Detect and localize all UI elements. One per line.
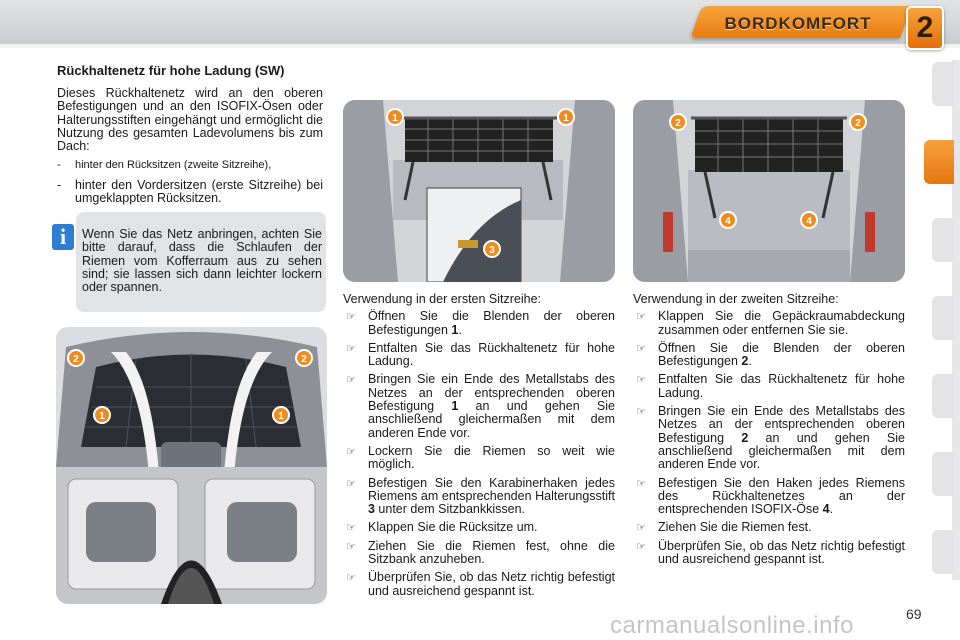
step-reference: 2 — [741, 430, 749, 445]
first-row-markers — [343, 100, 615, 282]
second-row-photo — [633, 100, 905, 282]
instruction-step — [633, 405, 905, 471]
intro-text: Dieses Rückhaltenetz wird an den oberen Befestigungen und an den ISOFIX-Ösen oder Halterungsstiften eingehängt und ermöglicht die Nutzung des gesamten Ladevolumens bis zum Dach: — [57, 86, 323, 154]
first-row-heading: Verwendung in der ersten Sitzreihe: — [343, 292, 542, 306]
marker-4: 4 — [806, 216, 812, 227]
marker-2: 2 — [301, 354, 307, 365]
step-text: Entfalten Sie das Rückhaltenetz für hohe Ladung. — [368, 340, 615, 369]
step-text: Klappen Sie die Rücksitze um. — [368, 520, 538, 535]
chapter-badge: 2 — [906, 6, 944, 50]
page-number: 69 — [906, 606, 922, 622]
watermark: carmanualsonline.info — [610, 612, 854, 639]
chapter-tab[interactable] — [932, 452, 954, 496]
second-row-steps — [633, 310, 905, 566]
marker-4: 4 — [725, 216, 731, 227]
step-reference: 1 — [451, 322, 459, 337]
marker-2: 2 — [855, 118, 861, 129]
marker-2: 2 — [675, 118, 681, 129]
position-item: - hinter den Rücksitzen (zweite Sitzreihe), — [57, 159, 323, 172]
intro-block — [57, 87, 323, 211]
instruction-step — [343, 310, 615, 337]
instruction-step — [633, 373, 905, 400]
step-text: Überprüfen Sie, ob das Netz richtig befestigt und ausreichend gespannt ist. — [658, 538, 905, 567]
step-text: . — [748, 354, 752, 369]
first-row-photo — [343, 100, 615, 282]
step-text: Ziehen Sie die Riemen fest. — [658, 520, 812, 535]
step-text: Entfalten Sie das Rückhaltenetz für hohe Ladung. — [658, 372, 905, 400]
info-icon: i — [52, 224, 74, 250]
first-row-instructions — [343, 293, 615, 603]
step-text: . — [458, 322, 462, 337]
step-text: Befestigen Sie den Karabinerhaken jedes Riemens am entsprechenden Halterungsstift — [368, 475, 615, 503]
instruction-step — [633, 310, 905, 337]
chapter-tab-active[interactable] — [924, 140, 954, 184]
instruction-step — [343, 373, 615, 439]
step-reference: 4 — [822, 502, 830, 517]
note-text: Wenn Sie das Netz anbringen, achten Sie bitte darauf, dass die Schlaufen der Riemen vom Kofferraum aus zu sehen sind; sie lassen sich dann leichter lockern oder spannen. — [82, 227, 322, 295]
instruction-step — [343, 571, 615, 598]
instruction-step — [343, 540, 615, 567]
instruction-step — [343, 445, 615, 472]
instruction-step — [633, 342, 905, 369]
instruction-step — [343, 342, 615, 369]
second-row-heading: Verwendung in der zweiten Sitzreihe: — [633, 292, 839, 306]
chapter-tab[interactable] — [932, 296, 954, 340]
step-text: Bringen Sie ein Ende des Metallstabs des Netzes an der entsprechenden oberen Befestigung — [368, 372, 615, 414]
step-reference: 2 — [741, 354, 749, 369]
step-text: Ziehen Sie die Riemen fest, ohne die Sitzbank anzuheben. — [368, 538, 615, 567]
second-row-markers — [633, 100, 905, 282]
marker-group — [68, 350, 312, 423]
section-title: Rückhaltenetz für hohe Ladung (SW) — [57, 63, 285, 78]
interior-markers — [56, 327, 327, 604]
first-row-steps — [343, 310, 615, 598]
header-divider — [0, 44, 960, 48]
step-text: unter dem Sitzbankkissen. — [374, 502, 526, 517]
chapter-tab[interactable] — [932, 374, 954, 418]
chapter-tabs — [924, 62, 954, 582]
step-text: an und gehen Sie anschließend gleichermaßen mit dem anderen Ende vor. — [368, 399, 615, 440]
step-text: . — [829, 502, 834, 517]
instruction-step — [343, 477, 615, 517]
instruction-step — [633, 540, 905, 567]
chapter-tab[interactable] — [932, 218, 954, 262]
instruction-step — [633, 521, 905, 534]
second-row-instructions — [633, 293, 905, 571]
marker-3: 3 — [489, 245, 495, 256]
header-title: BORDKOMFORT — [724, 14, 872, 33]
step-reference: 3 — [368, 502, 375, 517]
chapter-tab[interactable] — [932, 62, 954, 106]
step-reference: 1 — [451, 399, 459, 414]
position-item: - hinter den Vordersitzen (erste Sitzreihe) bei umgeklappten Rücksitzen. — [57, 179, 323, 206]
marker-1: 1 — [392, 113, 398, 124]
step-text: an und gehen Sie anschließend gleichermaßen mit dem anderen Ende vor. — [658, 430, 905, 472]
step-text: Bringen Sie ein Ende des Metallstabs des Netzes an der entsprechenden oberen Befestigung — [658, 404, 905, 445]
instruction-step — [633, 477, 905, 517]
marker-1: 1 — [278, 411, 284, 422]
marker-1: 1 — [563, 113, 569, 124]
instruction-step — [343, 521, 615, 534]
marker-1: 1 — [99, 411, 105, 422]
marker-2: 2 — [73, 354, 79, 365]
interior-photo — [56, 327, 327, 604]
chapter-tab[interactable] — [932, 530, 954, 574]
step-text: Lockern Sie die Riemen so weit wie möglich. — [368, 443, 615, 472]
step-text: Klappen Sie die Gepäckraumabdeckung zusammen oder entfernen Sie sie. — [658, 309, 905, 337]
step-text: Befestigen Sie den Haken jedes Riemens des Rückhaltenetzes an der entsprechenden ISOFIX-Öse — [658, 475, 905, 517]
position-list — [57, 159, 323, 205]
step-text: Öffnen Sie die Blenden der oberen Befestigungen — [368, 309, 615, 337]
step-text: Öffnen Sie die Blenden der oberen Befestigungen — [658, 340, 905, 369]
step-text: Überprüfen Sie, ob das Netz richtig befestigt und ausreichend gespannt ist. — [368, 570, 615, 598]
